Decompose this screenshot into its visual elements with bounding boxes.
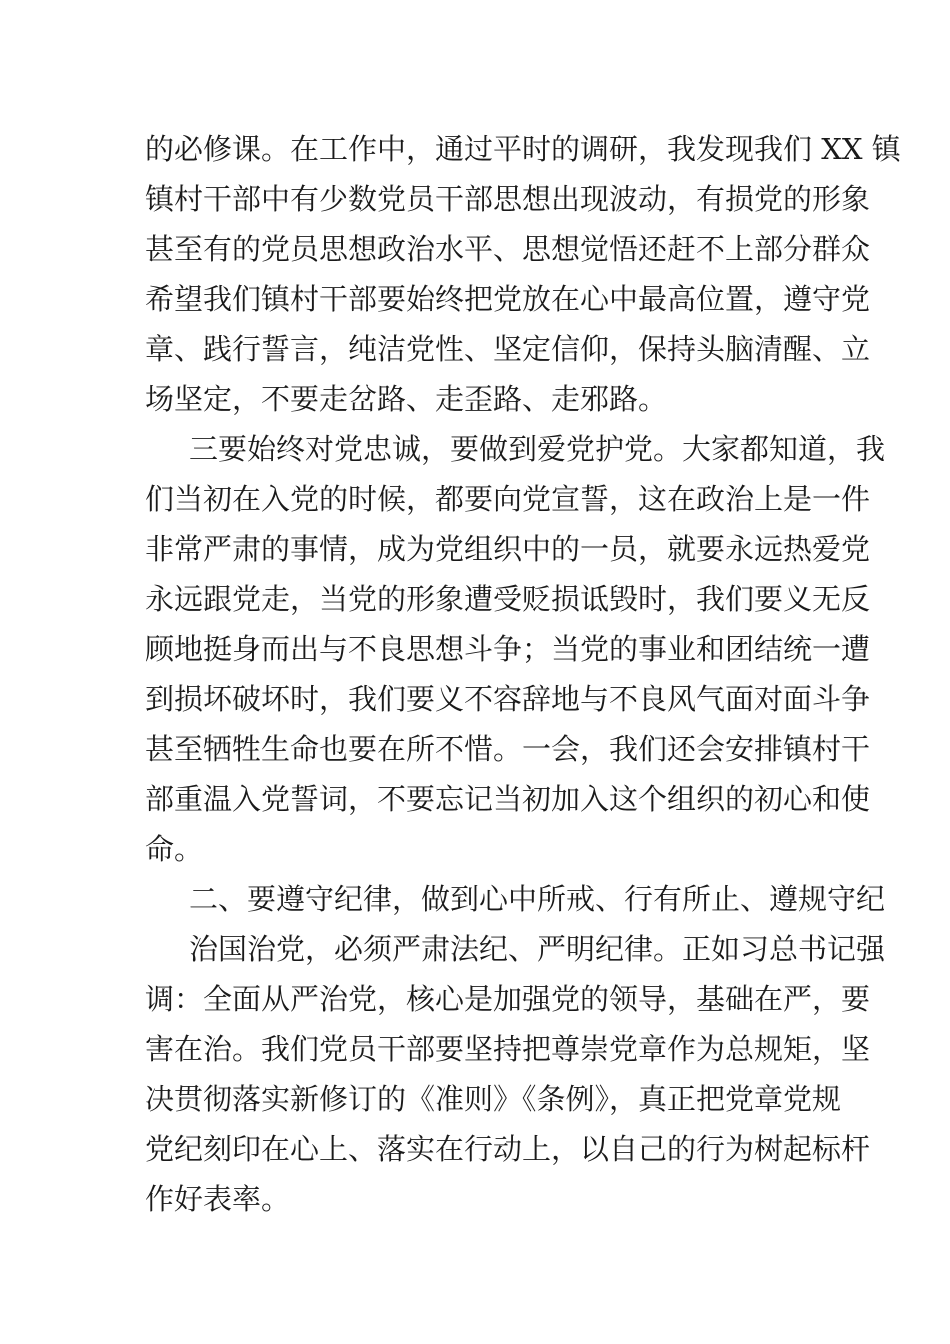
text-line: 命。 bbox=[145, 832, 204, 866]
text-line: 害在治。我们党员干部要坚持把尊崇党章作为总规矩，坚 bbox=[145, 1032, 871, 1066]
paragraph-start-line: 三要始终对党忠诚，要做到爱党护党。大家都知道，我 bbox=[189, 432, 886, 466]
section-heading: 二、要遵守纪律，做到心中所戒、行有所止、遵规守纪 bbox=[189, 882, 886, 916]
text-line: 党纪刻印在心上、落实在行动上，以自己的行为树起标杆 bbox=[145, 1132, 871, 1166]
text-line: 顾地挺身而出与不良思想斗争；当党的事业和团结统一遭 bbox=[145, 632, 871, 666]
text-line: 场坚定，不要走岔路、走歪路、走邪路。 bbox=[145, 382, 668, 416]
body-text bbox=[145, 124, 901, 1224]
text-line: 到损坏破坏时，我们要义不容辞地与不良风气面对面斗争 bbox=[145, 682, 871, 716]
text-line: 永远跟党走，当党的形象遭受贬损诋毁时，我们要义无反 bbox=[145, 582, 871, 616]
text-line: 甚至有的党员思想政治水平、思想觉悟还赶不上部分群众 bbox=[145, 232, 871, 266]
text-line: 们当初在入党的时候，都要向党宣誓，这在政治上是一件 bbox=[145, 482, 871, 516]
text-line: 作好表率。 bbox=[145, 1182, 291, 1216]
text-line: 甚至牺牲生命也要在所不惜。一会，我们还会安排镇村干 bbox=[145, 732, 871, 766]
text-line: 部重温入党誓词，不要忘记当初加入这个组织的初心和使 bbox=[145, 782, 871, 816]
paragraph-start-line: 治国治党，必须严肃法纪、严明纪律。正如习总书记强 bbox=[189, 932, 886, 966]
text-line: 章、践行誓言，纯洁党性、坚定信仰，保持头脑清醒、立 bbox=[145, 332, 871, 366]
text-line: 决贯彻落实新修订的《准则》《条例》，真正把党章党规 bbox=[145, 1082, 842, 1116]
text-line: 的必修课。在工作中，通过平时的调研，我发现我们 XX 镇 bbox=[145, 132, 901, 166]
text-line: 非常严肃的事情，成为党组织中的一员，就要永远热爱党 bbox=[145, 532, 871, 566]
text-line: 希望我们镇村干部要始终把党放在心中最高位置，遵守党 bbox=[145, 282, 871, 316]
text-line: 调：全面从严治党，核心是加强党的领导，基础在严，要 bbox=[145, 982, 871, 1016]
text-line: 镇村干部中有少数党员干部思想出现波动，有损党的形象 bbox=[145, 182, 871, 216]
